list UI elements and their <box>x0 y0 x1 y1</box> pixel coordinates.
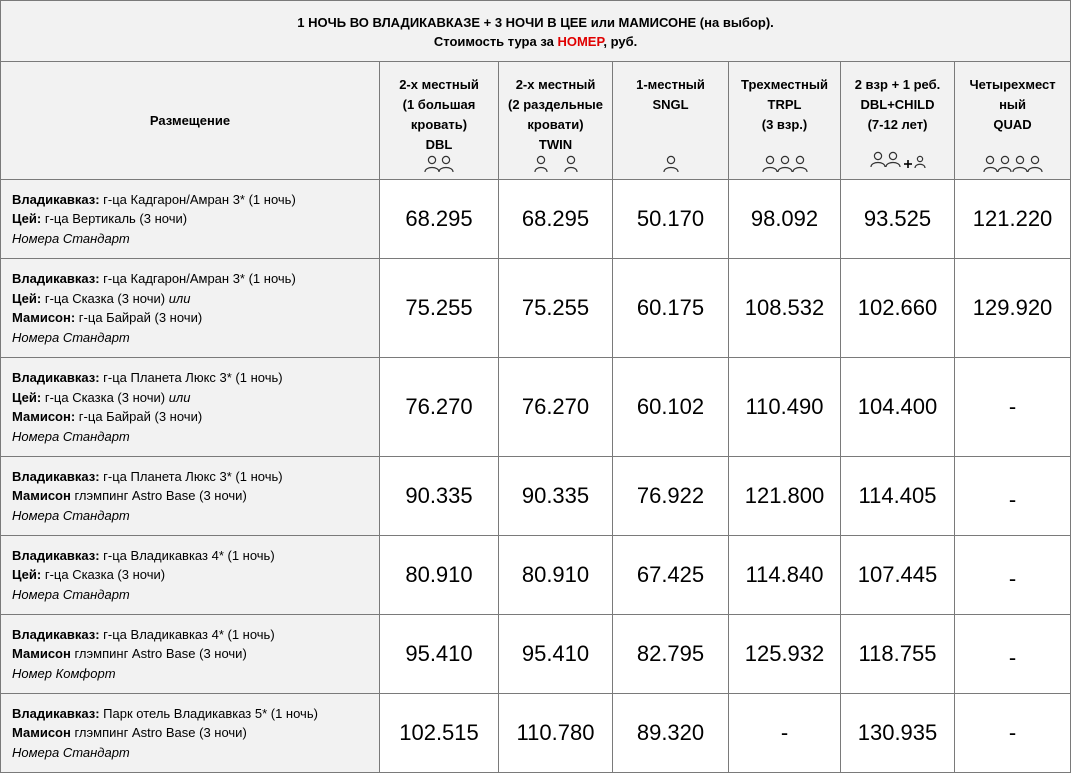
accommodation-cell <box>1 536 380 615</box>
price-twin: 68.295 <box>499 180 613 259</box>
hotel-text: г-ца Планета Люкс 3* (1 ночь) <box>99 468 283 484</box>
room-type: Номера Стандарт <box>12 586 130 602</box>
header-twin-line1: 2-х местный <box>515 77 596 92</box>
table-row <box>1 615 1071 694</box>
price-twin: 76.270 <box>499 358 613 457</box>
accommodation-line <box>12 190 379 210</box>
price-sngl: 82.795 <box>613 615 729 694</box>
header-quad-line2: ный <box>999 97 1027 112</box>
hotel-text: г-ца Сказка (3 ночи) <box>41 389 169 405</box>
price-child: 114.405 <box>841 457 955 536</box>
accommodation-line <box>12 407 379 427</box>
header-sngl-line1: 1-местный <box>636 77 705 92</box>
price-child: 107.445 <box>841 536 955 615</box>
price-trpl: 125.932 <box>729 615 841 694</box>
accommodation-line <box>12 467 379 487</box>
price-trpl: 108.532 <box>729 259 841 358</box>
header-child <box>841 62 955 180</box>
table-row <box>1 358 1071 457</box>
hotel-text: Парк отель Владикавказ 5* (1 ночь) <box>99 705 318 721</box>
header-trpl-code: TRPL <box>767 97 802 112</box>
price-child: 104.400 <box>841 358 955 457</box>
city-label: Цей: <box>12 290 42 306</box>
price-dbl: 90.335 <box>380 457 499 536</box>
accommodation-line <box>12 546 379 566</box>
header-dbl <box>380 62 499 180</box>
price-quad-value: - <box>1008 566 1017 591</box>
accommodation-line <box>12 308 379 328</box>
price-twin: 75.255 <box>499 259 613 358</box>
price-trpl: 114.840 <box>729 536 841 615</box>
table-row <box>1 259 1071 358</box>
city-label: Владикавказ: <box>12 191 100 207</box>
header-twin-code: TWIN <box>538 137 573 152</box>
price-twin: 110.780 <box>499 694 613 773</box>
header-trpl-line3: (3 взр.) <box>761 117 808 132</box>
title-line-2 <box>1 32 1070 51</box>
title-line-2-before: Стоимость тура за <box>433 34 558 49</box>
header-quad <box>955 62 1071 180</box>
header-quad-code: QUAD <box>993 117 1032 132</box>
city-label: Владикавказ: <box>12 271 100 286</box>
room-type: Номера Стандарт <box>12 230 130 246</box>
city-label: Мамисон <box>12 725 71 741</box>
hotel-text: г-ца Сказка (3 ночи) <box>41 567 166 583</box>
header-twin-line2: (2 раздельные <box>508 97 603 112</box>
price-sngl: 89.320 <box>613 694 729 773</box>
room-type: Номер Комфорт <box>12 665 116 681</box>
accommodation-line <box>12 565 379 585</box>
hotel-text: г-ца Вертикаль (3 ночи) <box>41 211 188 227</box>
header-sngl <box>613 62 729 180</box>
hotel-text: г-ца Сказка (3 ночи) <box>41 290 169 306</box>
price-quad: - <box>955 358 1071 457</box>
city-label: Мамисон: <box>12 409 76 424</box>
price-dbl: 75.255 <box>380 259 499 358</box>
accommodation-cell <box>1 259 380 358</box>
price-quad: - <box>955 694 1071 773</box>
accommodation-line <box>12 289 379 309</box>
table-row <box>1 457 1071 536</box>
hotel-text: глэмпинг Astro Base (3 ночи) <box>70 488 247 504</box>
city-label: Владикавказ: <box>12 705 100 721</box>
price-dbl: 95.410 <box>380 615 499 694</box>
accommodation-line <box>12 388 379 408</box>
header-quad-line1: Четырехмест <box>969 77 1056 92</box>
accommodation-cell <box>1 457 380 536</box>
three-persons-icon <box>729 153 840 173</box>
hotel-text: г-ца Кадгарон/Амран 3* (1 ночь) <box>99 191 296 207</box>
city-label: Владикавказ: <box>12 626 100 642</box>
accommodation-line <box>12 723 379 743</box>
two-persons-icon <box>380 153 498 173</box>
accommodation-line <box>12 625 379 645</box>
hotel-text: глэмпинг Astro Base (3 ночи) <box>70 725 247 741</box>
price-dbl: 76.270 <box>380 358 499 457</box>
header-placement: Размещение <box>1 62 380 180</box>
city-label: Цей: <box>12 211 42 227</box>
header-dbl-line1: 2-х местный <box>399 77 479 92</box>
price-sngl: 60.102 <box>613 358 729 457</box>
header-dbl-line2: (1 большая <box>402 97 476 112</box>
header-dbl-line3: кровать) <box>410 117 468 132</box>
hotel-text: г-ца Кадгарон/Амран 3* (1 ночь) <box>99 271 296 286</box>
header-child-line3: (7-12 лет) <box>867 117 928 132</box>
price-quad-value: - <box>1008 645 1017 670</box>
price-dbl: 80.910 <box>380 536 499 615</box>
title-highlight: НОМЕР <box>557 34 604 49</box>
two-separate-persons-icon <box>499 153 612 173</box>
room-type: Номера Стандарт <box>12 744 130 760</box>
table-row <box>1 694 1071 773</box>
city-label: Мамисон: <box>12 310 76 325</box>
header-dbl-code: DBL <box>425 137 453 152</box>
price-sngl: 60.175 <box>613 259 729 358</box>
price-child: 93.525 <box>841 180 955 259</box>
accommodation-line <box>12 704 379 724</box>
accommodation-cell <box>1 615 380 694</box>
table-title <box>1 1 1071 62</box>
accommodation-cell <box>1 180 380 259</box>
price-trpl: 110.490 <box>729 358 841 457</box>
header-sngl-code: SNGL <box>652 97 689 112</box>
hotel-text: г-ца Владикавказ 4* (1 ночь) <box>99 626 275 642</box>
header-child-line1: 2 взр + 1 реб. <box>854 77 941 92</box>
header-child-code: DBL+CHILD <box>860 97 935 112</box>
four-persons-icon <box>955 153 1070 173</box>
price-twin: 95.410 <box>499 615 613 694</box>
price-sngl: 50.170 <box>613 180 729 259</box>
person-icon <box>613 153 728 173</box>
city-label: Мамисон <box>12 646 71 662</box>
city-label: Цей: <box>12 567 42 583</box>
price-quad <box>955 615 1071 694</box>
price-child: 102.660 <box>841 259 955 358</box>
price-sngl: 76.922 <box>613 457 729 536</box>
price-child: 118.755 <box>841 615 955 694</box>
accommodation-cell <box>1 358 380 457</box>
table-row <box>1 536 1071 615</box>
header-twin <box>499 62 613 180</box>
header-trpl-line1: Трехместный <box>741 77 828 92</box>
accommodation-cell <box>1 694 380 773</box>
hotel-text: г-ца Планета Люкс 3* (1 ночь) <box>99 370 283 385</box>
city-label: Мамисон <box>12 488 71 504</box>
table-row <box>1 180 1071 259</box>
hotel-text: г-ца Владикавказ 4* (1 ночь) <box>99 547 275 563</box>
price-quad: 121.220 <box>955 180 1071 259</box>
room-type: Номера Стандарт <box>12 428 130 444</box>
price-quad <box>955 536 1071 615</box>
price-quad-value: - <box>1008 487 1017 512</box>
title-line-1: 1 НОЧЬ ВО ВЛАДИКАВКАЗЕ + 3 НОЧИ В ЦЕЕ или МАМИСОНЕ (на выбор). <box>297 15 774 30</box>
two-adults-plus-child-icon <box>841 149 954 169</box>
header-twin-line3: кровати) <box>527 117 584 132</box>
price-twin: 90.335 <box>499 457 613 536</box>
room-type: Номера Стандарт <box>12 507 130 523</box>
price-child: 130.935 <box>841 694 955 773</box>
price-dbl: 102.515 <box>380 694 499 773</box>
or-text: или <box>168 389 191 405</box>
accommodation-line <box>12 269 379 289</box>
price-dbl: 68.295 <box>380 180 499 259</box>
or-text: или <box>168 290 191 306</box>
hotel-text: г-ца Байрай (3 ночи) <box>75 310 203 325</box>
price-trpl: 121.800 <box>729 457 841 536</box>
city-label: Владикавказ: <box>12 370 100 385</box>
price-trpl: 98.092 <box>729 180 841 259</box>
city-label: Владикавказ: <box>12 547 100 563</box>
price-quad: 129.920 <box>955 259 1071 358</box>
accommodation-line <box>12 644 379 664</box>
price-twin: 80.910 <box>499 536 613 615</box>
header-trpl <box>729 62 841 180</box>
accommodation-line <box>12 368 379 388</box>
price-trpl: - <box>729 694 841 773</box>
hotel-text: глэмпинг Astro Base (3 ночи) <box>70 646 247 662</box>
accommodation-line <box>12 486 379 506</box>
price-sngl: 67.425 <box>613 536 729 615</box>
accommodation-line <box>12 209 379 229</box>
title-line-2-after: , руб. <box>603 34 638 49</box>
hotel-text: г-ца Байрай (3 ночи) <box>75 409 203 424</box>
city-label: Цей: <box>12 389 42 405</box>
price-quad <box>955 457 1071 536</box>
city-label: Владикавказ: <box>12 468 100 484</box>
room-type: Номера Стандарт <box>12 329 130 345</box>
